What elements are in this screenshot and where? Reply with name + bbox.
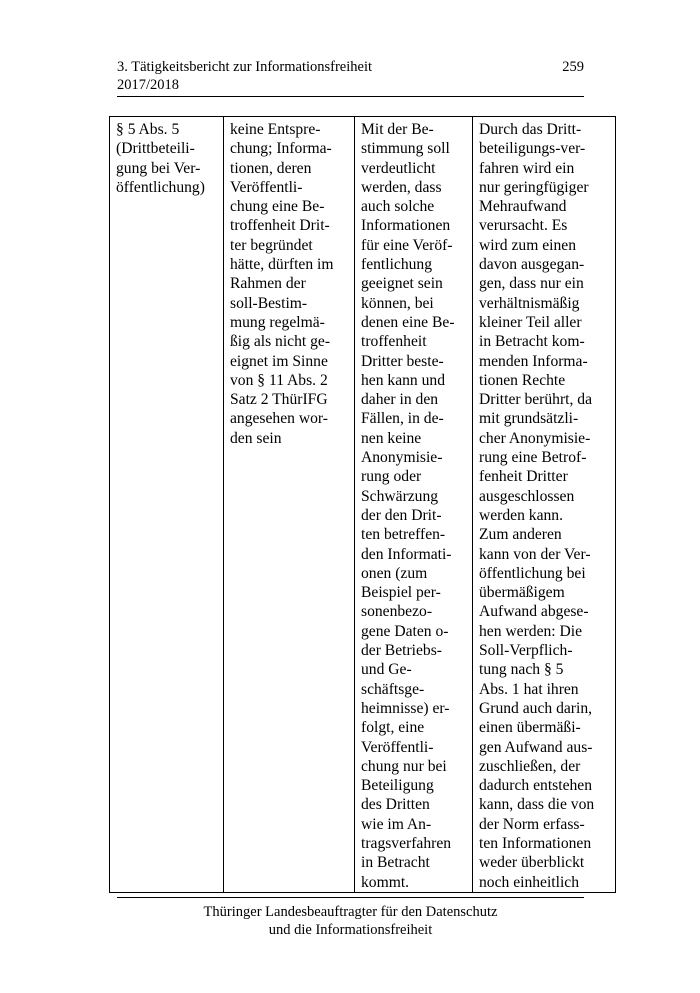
cell-text-line: Zum anderen [479, 526, 562, 544]
cell-text-line: sonenbezo- [361, 603, 433, 621]
cell-text-line: onen (zum [361, 564, 428, 582]
cell-text-line: einen übermäßi- [479, 719, 581, 737]
cell-text-line: ßig als nicht ge- [230, 333, 331, 351]
cell-text-line: menden Informa- [479, 352, 588, 370]
cell-text-line: beteiligungs-ver- [479, 140, 586, 158]
cell-text-line: ausgeschlossen [479, 487, 575, 505]
cell-text-line: Veröffentli- [361, 738, 434, 756]
cell-text-line: troffenheit [361, 333, 427, 351]
report-title [117, 58, 517, 94]
cell-text-line: kann, dass die von [479, 796, 595, 814]
cell-text-line: den sein [230, 429, 282, 447]
cell-text-line: Veröffentli- [230, 178, 303, 196]
cell-text-line: Anonymisie- [361, 449, 443, 467]
cell-text-line: Aufwand abgese- [479, 603, 589, 621]
cell-text-line: soll-Bestim- [230, 294, 308, 312]
cell-text-line: denen eine Be- [361, 313, 455, 331]
cell-text-line: dadurch entstehen [479, 777, 593, 795]
page-footer [117, 897, 584, 939]
cell-text-line: Fällen, in de- [361, 410, 444, 428]
cell-text-line: mung regelmä- [230, 313, 325, 331]
cell-text-line: ten Informationen [479, 834, 592, 852]
cell-text-line: in Betracht [361, 854, 430, 872]
cell-text-line: Soll-Verpflich- [479, 642, 573, 660]
table-row [110, 117, 616, 893]
cell-text-line: folgt, eine [361, 719, 425, 737]
cell-text-line: des Dritten [361, 796, 430, 814]
cell-text-line: tragsverfahren [361, 834, 452, 852]
cell-text-line: fenheit Dritter [479, 468, 568, 486]
cell-text-line: gen, dass nur ein [479, 275, 584, 293]
cell-text-line: noch einheitlich [479, 873, 580, 891]
cell-text-line: können, bei [361, 294, 434, 312]
cell-text-line: öffentlichung) [116, 178, 205, 196]
cell-text-line: der Norm erfass- [479, 815, 585, 833]
cell-text-line: Durch das Dritt- [479, 121, 582, 138]
cell-text-line: wie im An- [361, 815, 432, 833]
cell-text-line: mit grundsätzli- [479, 410, 579, 428]
cell-text-line: von § 11 Abs. 2 [230, 371, 328, 389]
cell-text-line: werden kann. [479, 506, 563, 524]
cell-text-line: Grund auch darin, [479, 699, 593, 717]
cell-text-line: verhältnismäßig [479, 294, 580, 312]
cell-text-line: Schwärzung [361, 487, 439, 505]
cell-text-line: verdeutlicht [361, 159, 436, 177]
cell-text-line: ter begründet [230, 236, 313, 254]
cell-text-line: in Betracht kom- [479, 333, 585, 351]
table-cell-justification [355, 117, 473, 893]
cell-text-line: angesehen wor- [230, 410, 328, 428]
cell-text-line: verursacht. Es [479, 217, 568, 235]
cell-text-line: rung oder [361, 468, 422, 486]
cell-text-line: chung eine Be- [230, 198, 325, 216]
cell-text-line: geeignet sein [361, 275, 443, 293]
cell-text-line: eignet im Sinne [230, 352, 328, 370]
cell-text-line: hen kann und [361, 371, 446, 389]
table-cell-provision [110, 117, 224, 893]
cell-text-line: fentlichung [361, 256, 433, 274]
report-title-line2: 2017/2018 [117, 77, 180, 93]
cell-text-line: hätte, dürften im [230, 256, 334, 274]
cell-text-line: § 5 Abs. 5 [116, 121, 180, 138]
cell-text-line: Dritter beste- [361, 352, 444, 370]
cell-text-line: stimmung soll [361, 140, 450, 158]
cell-text-line: gung bei Ver- [116, 159, 201, 177]
cell-text-line: zuschließen, der [479, 757, 581, 775]
cell-text-line: Informationen [361, 217, 451, 235]
cell-text-line: Rahmen der [230, 275, 306, 293]
cell-text-line: der den Drit- [361, 506, 442, 524]
cell-text-line: Mehraufwand [479, 198, 567, 216]
document-table [109, 116, 616, 893]
page-number: 259 [562, 59, 584, 75]
cell-text-line: den Informati- [361, 545, 452, 563]
cell-text-line: für eine Veröf- [361, 236, 453, 254]
cell-text-line: chung; Informa- [230, 140, 332, 158]
report-title-line1: 3. Tätigkeitsbericht zur Informationsfreiheit [117, 59, 373, 75]
cell-text-line: kommt. [361, 873, 410, 891]
cell-text-line: (Drittbeteili- [116, 140, 195, 158]
cell-text-line: schäftsge- [361, 680, 425, 698]
cell-text-line: tionen, deren [230, 159, 312, 177]
cell-text-line: Beispiel per- [361, 584, 441, 602]
cell-text-line: hen werden: Die [479, 622, 583, 640]
cell-text-line: auch solche [361, 198, 435, 216]
footer-line2: und die Informationsfreiheit [268, 922, 433, 938]
cell-text-line: Satz 2 ThürIFG [230, 391, 328, 409]
cell-text-line: gene Daten o- [361, 622, 449, 640]
cell-text-line: chung nur bei [361, 757, 447, 775]
cell-text-line: Mit der Be- [361, 121, 434, 138]
cell-text-line: cher Anonymisie- [479, 429, 591, 447]
cell-text-line: rung eine Betrof- [479, 449, 587, 467]
cell-text-line: Abs. 1 hat ihren [479, 680, 579, 698]
cell-text-line: wird zum einen [479, 236, 576, 254]
cell-text-line: übermäßigem [479, 584, 565, 602]
cell-text-line: öffentlichung bei [479, 564, 586, 582]
cell-text-line: werden, dass [361, 178, 442, 196]
cell-text-line: daher in den [361, 391, 439, 409]
cell-text-line: Dritter berührt, da [479, 391, 593, 409]
cell-text-line: gen Aufwand aus- [479, 738, 593, 756]
cell-text-line: ten betreffen- [361, 526, 446, 544]
cell-text-line: der Betriebs- [361, 642, 442, 660]
table-cell-previous-rule [224, 117, 355, 893]
cell-text-line: kann von der Ver- [479, 545, 591, 563]
footer-line1: Thüringer Landesbeauftragter für den Datenschutz [203, 904, 498, 920]
cell-text-line: tionen Rechte [479, 371, 566, 389]
cell-text-line: fahren wird ein [479, 159, 575, 177]
cell-text-line: tung nach § 5 [479, 661, 564, 679]
table-cell-effort [473, 117, 616, 893]
cell-text-line: davon ausgegan- [479, 256, 585, 274]
cell-text-line: und Ge- [361, 661, 412, 679]
cell-text-line: kleiner Teil aller [479, 313, 582, 331]
cell-text-line: heimnisse) er- [361, 699, 450, 717]
cell-text-line: Beteiligung [361, 777, 434, 795]
cell-text-line: nur geringfügiger [479, 178, 589, 196]
page-header [117, 58, 584, 97]
cell-text-line: nen keine [361, 429, 422, 447]
cell-text-line: troffenheit Drit- [230, 217, 330, 235]
cell-text-line: weder überblickt [479, 854, 585, 872]
cell-text-line: keine Entspre- [230, 121, 321, 138]
